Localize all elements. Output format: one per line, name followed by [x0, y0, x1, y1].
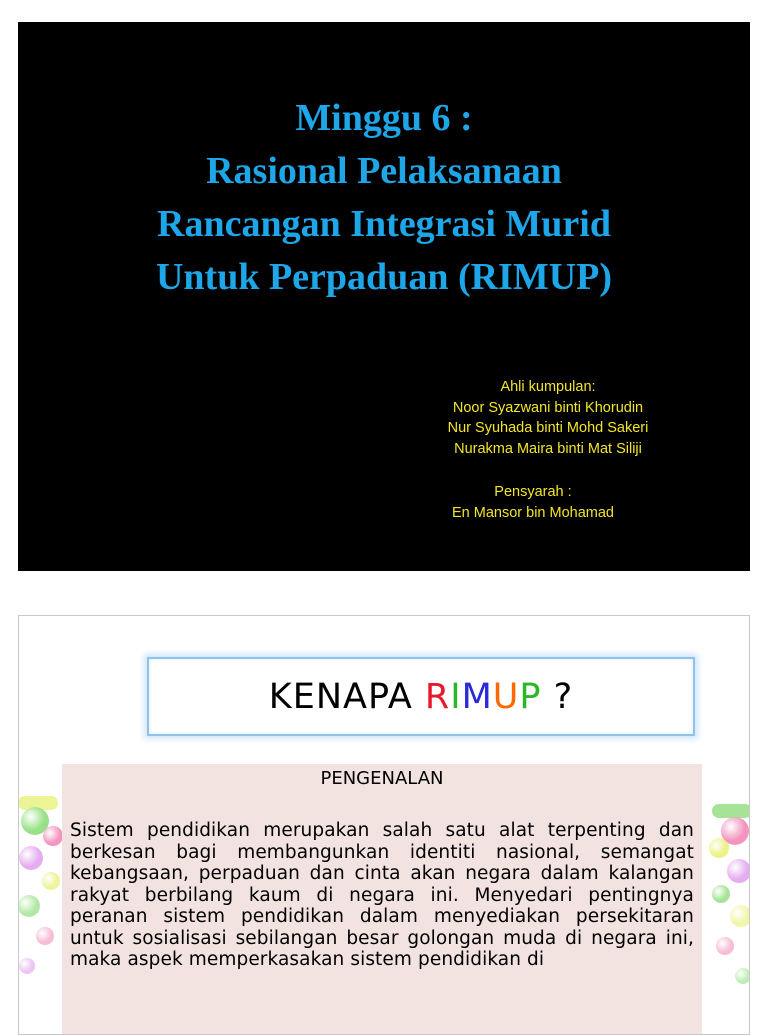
title-line-2: Rasional Pelaksanaan — [206, 150, 562, 192]
lecturer-label: Pensyarah : — [494, 484, 572, 500]
title-line-1: Minggu 6 : — [295, 97, 473, 139]
title-suffix: ? — [541, 676, 574, 717]
rimup-letter: I — [450, 676, 462, 717]
member-name: Nurakma Maira binti Mat Siliji — [454, 440, 642, 457]
slide-1-title — [18, 92, 750, 304]
title-prefix: KENAPA — [268, 676, 425, 717]
slide-2 — [18, 615, 750, 1035]
rimup-letter: P — [519, 676, 542, 717]
title-line-4: Untuk Perpaduan (RIMUP) — [155, 256, 613, 298]
lecturer — [383, 482, 683, 524]
title-line-3: Rancangan Integrasi Murid — [157, 203, 611, 245]
slide-2-title-box — [147, 657, 695, 736]
group-members — [398, 377, 698, 459]
rimup-letter: R — [424, 676, 451, 717]
slide-1 — [18, 22, 750, 571]
content-box — [62, 764, 702, 1035]
section-body: Sistem pendidikan merupakan salah satu alat terpenting dan berkesan bagi membangunkan identiti nasional, semangat kebangsaan, perpaduan dan cinta akan negara dalam kalangan rakyat berbilang kaum di negara ini. Menyedari pentingnya peranan sistem pendidikan dalam menyediakan persekitaran untuk sosialisasi sebilangan besar golongan muda di negara ini, maka aspek memperkasakan sistem pendidikan di — [70, 820, 694, 970]
member-name: Nur Syuhada binti Mohd Sakeri — [447, 420, 649, 436]
section-heading: PENGENALAN — [320, 768, 444, 789]
rimup-letter: M — [461, 676, 493, 717]
rimup-word — [425, 677, 542, 717]
members-label: Ahli kumpulan: — [500, 379, 596, 395]
rimup-letter: U — [492, 676, 520, 717]
lecturer-name: En Mansor bin Mohamad — [452, 505, 614, 521]
member-name: Noor Syazwani binti Khorudin — [452, 399, 644, 416]
decorative-bubbles-right — [697, 776, 750, 1035]
